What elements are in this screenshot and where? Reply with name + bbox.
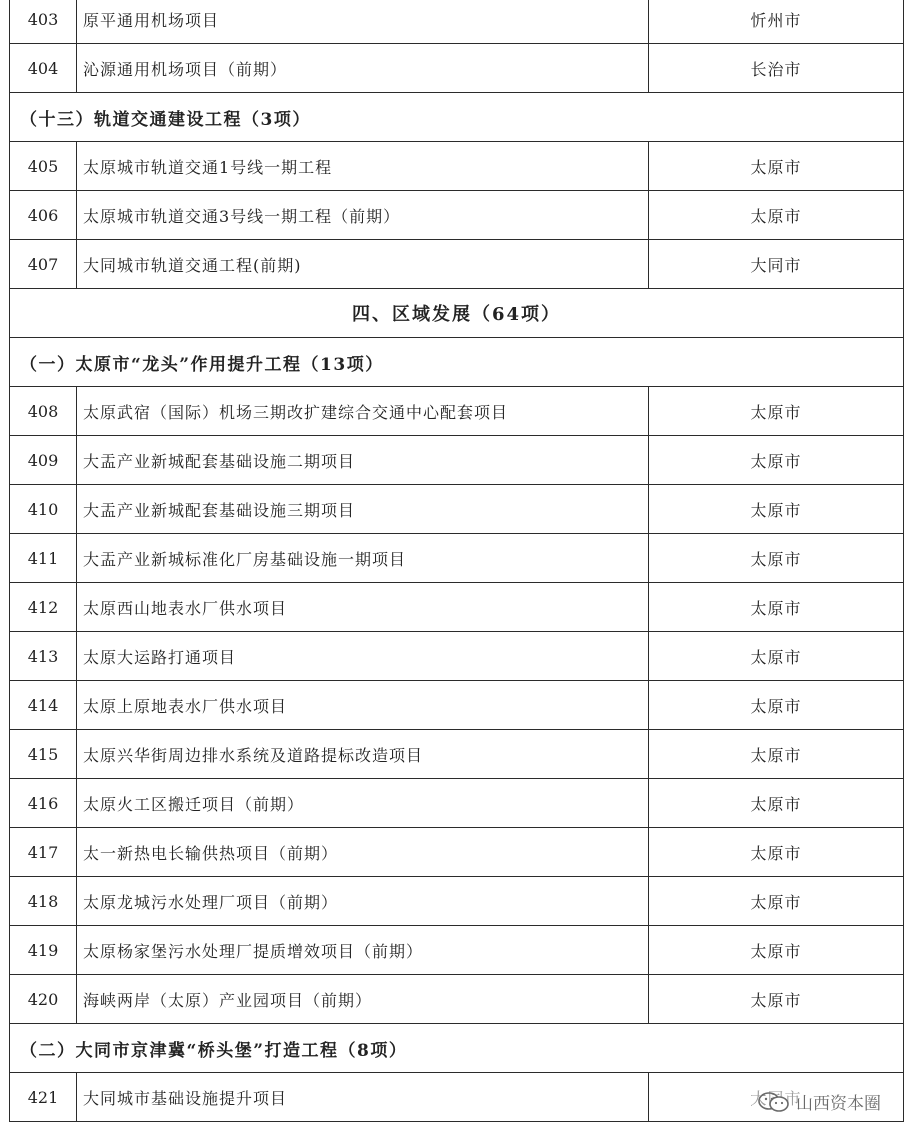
section-heading: （一）太原市“龙头”作用提升工程（13项）	[10, 338, 904, 387]
project-row	[10, 828, 904, 877]
project-city: 太原市	[649, 485, 904, 534]
project-table	[9, 0, 904, 1122]
project-city: 太原市	[649, 828, 904, 877]
project-row	[10, 779, 904, 828]
project-number: 403	[10, 0, 77, 44]
project-city: 太原市	[649, 387, 904, 436]
project-number: 411	[10, 534, 77, 583]
project-row	[10, 681, 904, 730]
project-number: 408	[10, 387, 77, 436]
project-number: 407	[10, 240, 77, 289]
project-number: 420	[10, 975, 77, 1024]
major-heading: 四、区域发展（64项）	[10, 289, 904, 338]
project-row	[10, 387, 904, 436]
project-row	[10, 632, 904, 681]
project-number: 409	[10, 436, 77, 485]
project-row	[10, 44, 904, 93]
section-heading: （二）大同市京津冀“桥头堡”打造工程（8项）	[10, 1024, 904, 1073]
project-row	[10, 142, 904, 191]
project-number: 406	[10, 191, 77, 240]
project-city: 长治市	[649, 44, 904, 93]
project-city: 太原市	[649, 975, 904, 1024]
project-name: 大盂产业新城配套基础设施二期项目	[77, 436, 649, 485]
project-name: 太原西山地表水厂供水项目	[77, 583, 649, 632]
project-name: 太原城市轨道交通3号线一期工程（前期）	[77, 191, 649, 240]
project-name: 大同城市基础设施提升项目	[77, 1073, 649, 1122]
section-heading: （十三）轨道交通建设工程（3项）	[10, 93, 904, 142]
project-name: 太原上原地表水厂供水项目	[77, 681, 649, 730]
project-city: 太原市	[649, 926, 904, 975]
project-name: 太原杨家堡污水处理厂提质增效项目（前期）	[77, 926, 649, 975]
project-city: 太原市	[649, 436, 904, 485]
project-name: 原平通用机场项目	[77, 0, 649, 44]
project-city: 太原市	[649, 583, 904, 632]
wechat-icon	[756, 1091, 792, 1113]
project-number: 405	[10, 142, 77, 191]
project-row	[10, 534, 904, 583]
project-name: 大同城市轨道交通工程(前期)	[77, 240, 649, 289]
project-name: 太一新热电长输供热项目（前期）	[77, 828, 649, 877]
project-row	[10, 926, 904, 975]
project-number: 414	[10, 681, 77, 730]
project-number: 410	[10, 485, 77, 534]
project-number: 419	[10, 926, 77, 975]
project-number: 418	[10, 877, 77, 926]
project-row	[10, 583, 904, 632]
project-row	[10, 0, 904, 44]
section-heading-row	[10, 338, 904, 387]
project-name: 海峡两岸（太原）产业园项目（前期）	[77, 975, 649, 1024]
watermark	[752, 1087, 885, 1116]
project-name: 太原龙城污水处理厂项目（前期）	[77, 877, 649, 926]
project-row	[10, 436, 904, 485]
project-number: 415	[10, 730, 77, 779]
project-city: 太原市	[649, 730, 904, 779]
project-number: 421	[10, 1073, 77, 1122]
project-name: 太原城市轨道交通1号线一期工程	[77, 142, 649, 191]
project-name: 大盂产业新城配套基础设施三期项目	[77, 485, 649, 534]
project-city: 太原市	[649, 191, 904, 240]
section-heading-row	[10, 1024, 904, 1073]
project-name: 太原火工区搬迁项目（前期）	[77, 779, 649, 828]
major-heading-row	[10, 289, 904, 338]
project-city: 太原市	[649, 142, 904, 191]
project-number: 416	[10, 779, 77, 828]
project-city: 太原市	[649, 877, 904, 926]
project-row	[10, 730, 904, 779]
project-name: 大盂产业新城标准化厂房基础设施一期项目	[77, 534, 649, 583]
project-city: 忻州市	[649, 0, 904, 44]
project-name: 沁源通用机场项目（前期）	[77, 44, 649, 93]
project-number: 404	[10, 44, 77, 93]
project-city: 大同市	[649, 240, 904, 289]
project-city: 太原市	[649, 779, 904, 828]
project-number: 413	[10, 632, 77, 681]
project-row	[10, 975, 904, 1024]
project-row	[10, 191, 904, 240]
project-number: 417	[10, 828, 77, 877]
project-city: 太原市	[649, 681, 904, 730]
watermark-text: 山西资本圈	[796, 1094, 881, 1114]
project-row	[10, 485, 904, 534]
project-name: 太原兴华街周边排水系统及道路提标改造项目	[77, 730, 649, 779]
project-name: 太原武宿（国际）机场三期改扩建综合交通中心配套项目	[77, 387, 649, 436]
project-row	[10, 240, 904, 289]
project-row	[10, 877, 904, 926]
project-name: 太原大运路打通项目	[77, 632, 649, 681]
project-city: 太原市	[649, 632, 904, 681]
project-number: 412	[10, 583, 77, 632]
project-city: 太原市	[649, 534, 904, 583]
section-heading-row	[10, 93, 904, 142]
